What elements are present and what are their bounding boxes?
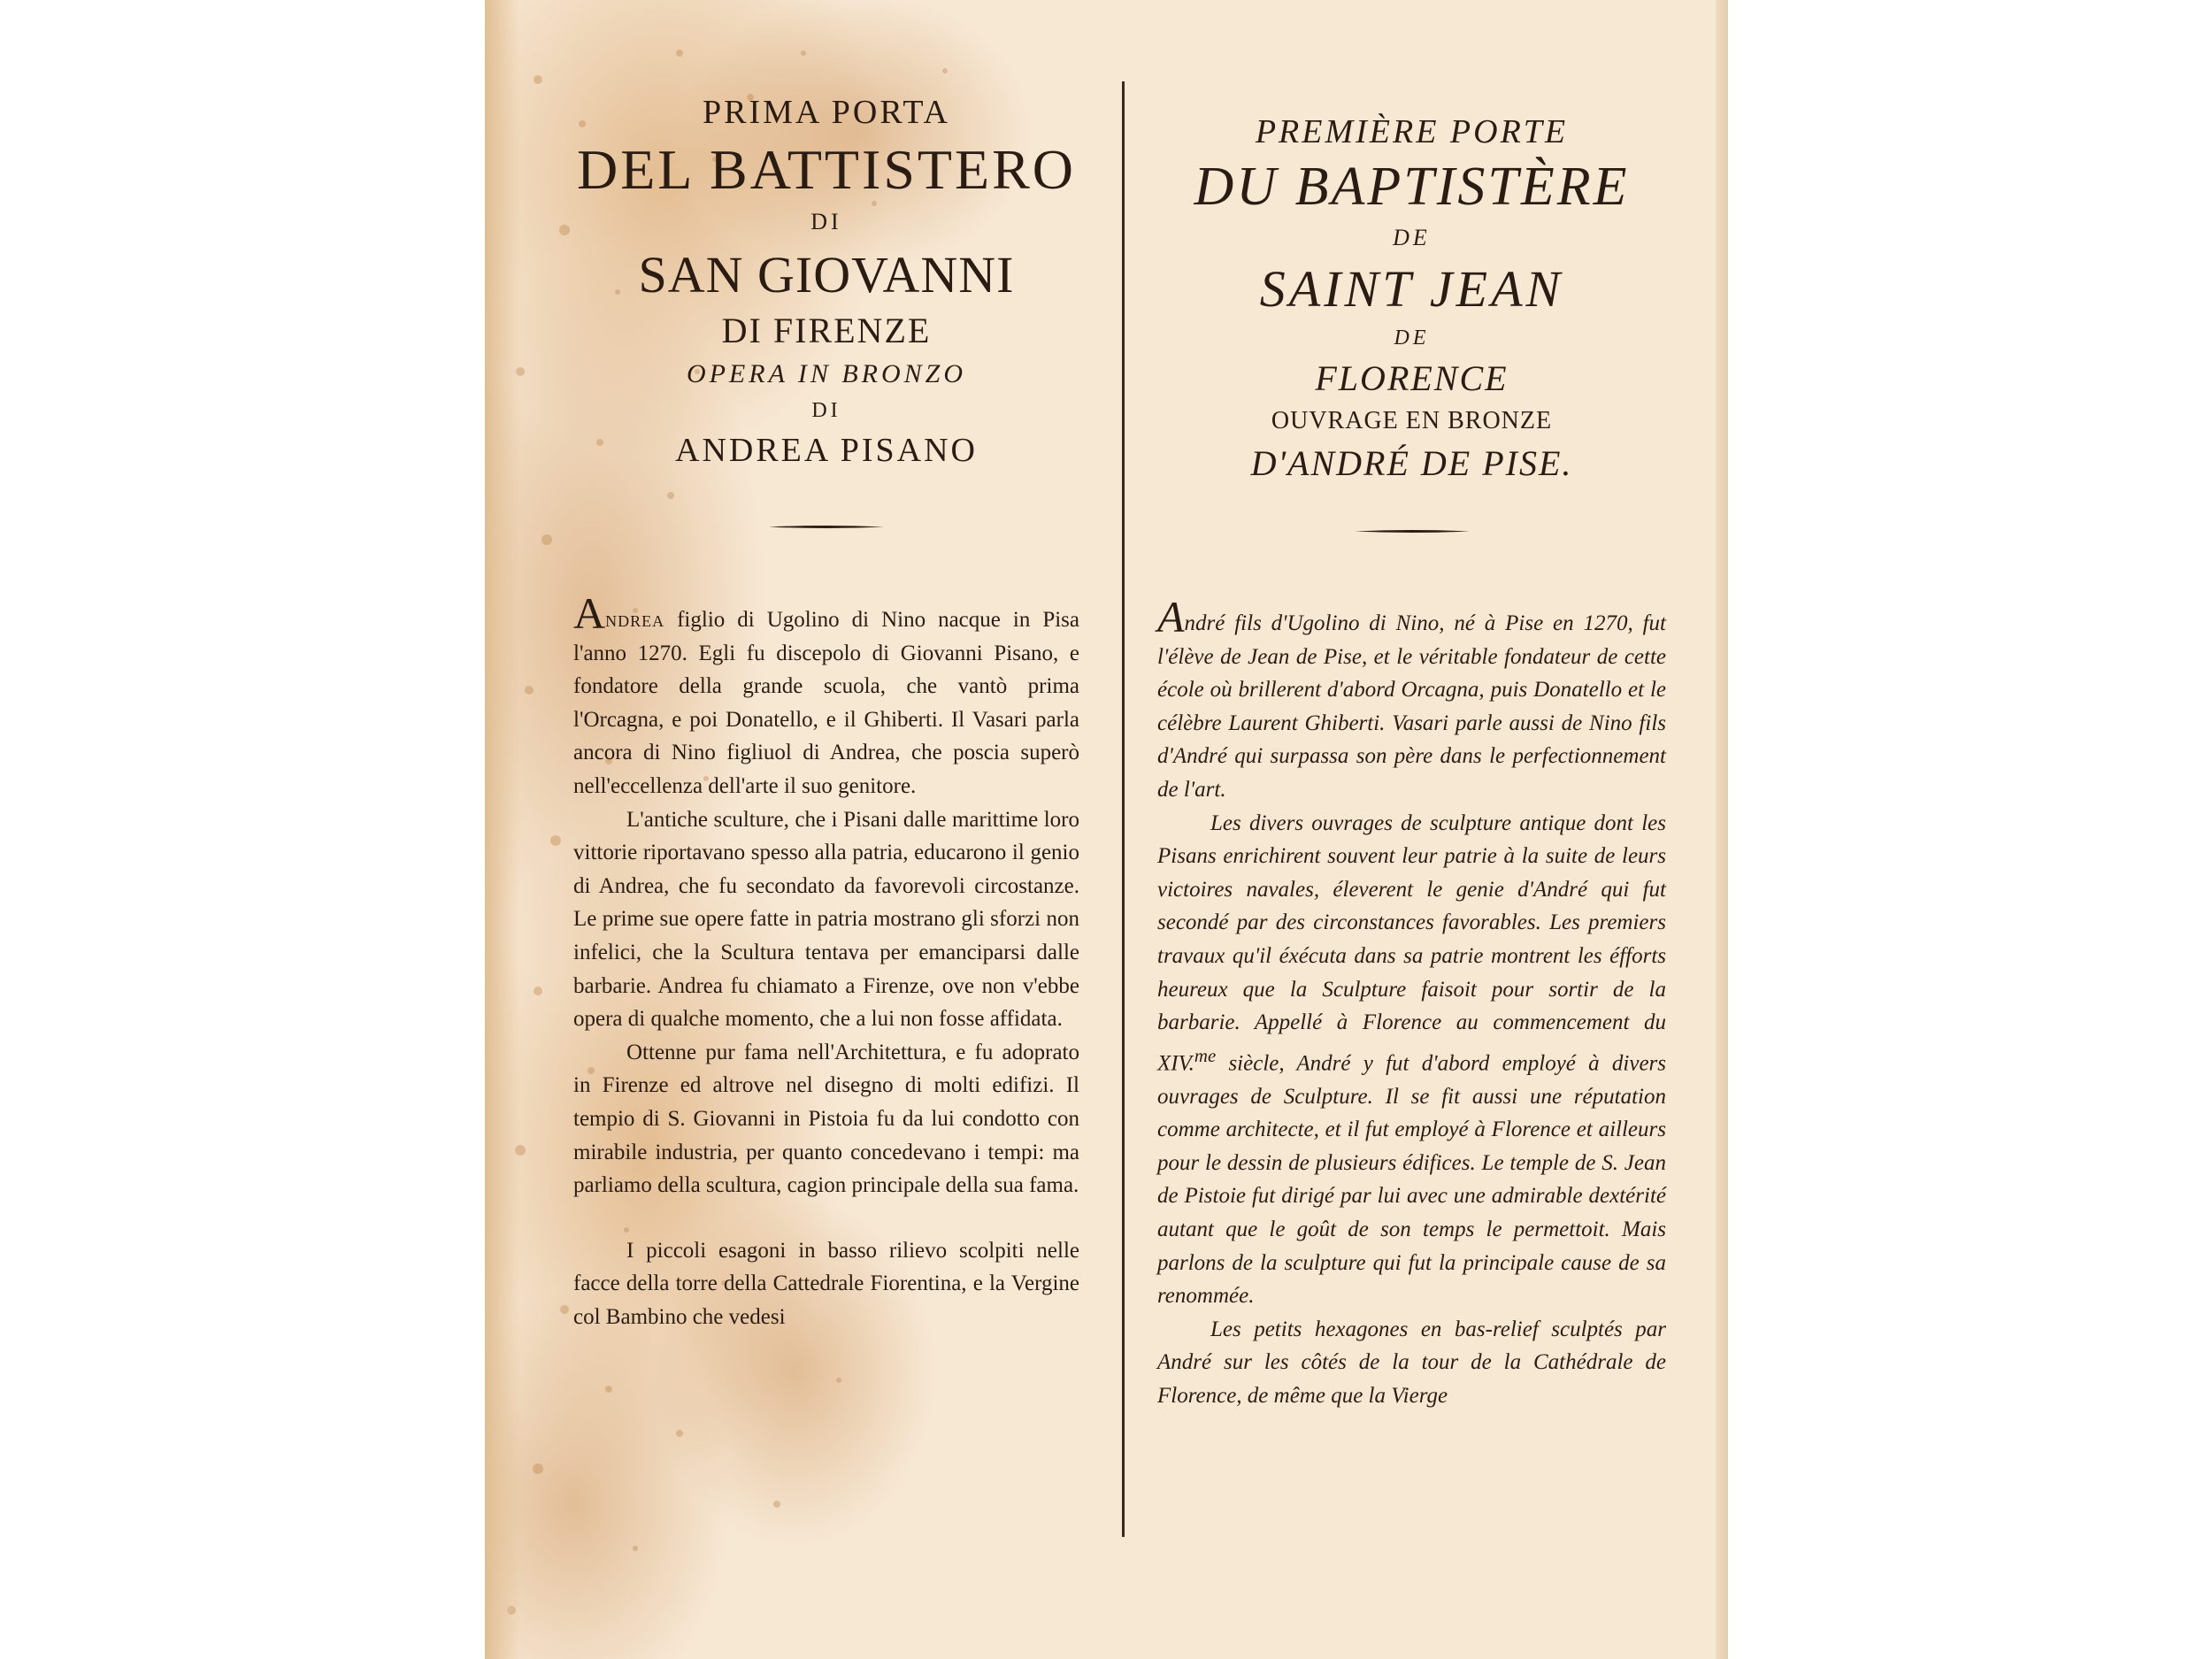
- paragraph: [573, 588, 1079, 803]
- paragraph: I piccoli esagoni in basso rilievo scolpiti nelle facce della torre della Cattedrale Fiorentina, e la Vergine col Bambino che vedesi: [573, 1238, 1079, 1329]
- paragraph: [1157, 807, 1666, 1313]
- book-page: [485, 0, 1728, 1659]
- title-line: OPERA IN BRONZO: [686, 359, 967, 388]
- paragraph: [1157, 592, 1666, 807]
- title-line: DI: [810, 209, 842, 234]
- page-gutter-shadow: [485, 0, 520, 1659]
- title-line: DI: [811, 399, 841, 422]
- title-line: SAINT JEAN: [1259, 260, 1564, 318]
- drop-cap: A: [573, 588, 606, 638]
- title-line: DEL BATTISTERO: [576, 138, 1077, 201]
- title-ornament: [1355, 529, 1470, 534]
- title-ornament: [769, 525, 884, 529]
- title-line: DE: [1393, 225, 1431, 250]
- paragraph: L'antiche sculture, che i Pisani dalle marittime loro vittorie riportavano spesso alla patria, educarono il genio di Andrea, che fu secondato da favorevoli circostanze. Le prime sue opere fatte in patria mostrano gli sforzi non infelici, che la Scultura tentava per emanciparsi dalle barbarie. Andrea fu chiamato a Firenze, ove non v'ebbe opera di qualche momento, che a lui non fosse affidata.: [573, 807, 1079, 1032]
- paragraph: Les petits hexagones en bas-relief sculptés par André sur les côtés de la tour de la Cathédrale de Florence, de même que la Vierge: [1157, 1317, 1666, 1408]
- paragraph: Ottenne pur fama nell'Architettura, e fu adoprato in Firenze ed altrove nel disegno di molti edifizi. Il tempio di S. Giovanni in Pistoia fu da lui condotto con mirabile industria, per quanto concedevano i tempi: ma parliamo della scultura, cagion principale della sua fama.: [573, 1040, 1079, 1198]
- title-line: D'ANDRÉ DE PISE.: [1250, 443, 1573, 483]
- page-edge: [1716, 0, 1728, 1659]
- title-line: SAN GIOVANNI: [638, 246, 1015, 303]
- small-caps: ndrea: [605, 608, 665, 632]
- title-line: DU BAPTISTÈRE: [1194, 157, 1630, 217]
- column-divider: [1122, 81, 1125, 1537]
- italian-column: [573, 0, 1079, 1659]
- paragraph-text: figlio di Ugolino di Nino nacque in Pisa l'anno 1270. Egli fu discepolo di Giovanni Pisano, e fondatore della grande scuola, che vantò prima l'Orcagna, e poi Donatello, e il Ghiberti. Il Vasari parla ancora di Nino figliuol di Andrea, che poscia superò nell'eccellenza dell'arte il suo genitore.: [573, 608, 1079, 798]
- paragraph-text: siècle, André y fut d'abord employé à divers ouvrages de Sculpture. Il se fit aussi une réputation comme architecte, et il fut employé à Florence et ailleurs pour le dessin de plusieurs édifices. Le temple de S. Jean de Pistoie fut dirigé par lui avec une admirable dextérité autant que le goût de son temps le permettoit. Mais parlons de la sculpture qui fut la principale cause de sa renommée.: [1157, 1051, 1666, 1309]
- title-line: PREMIÈRE PORTE: [1255, 113, 1569, 150]
- drop-cap: A: [1157, 592, 1185, 641]
- italian-title: [573, 96, 1079, 467]
- title-line: FLORENCE: [1315, 358, 1509, 398]
- title-line: PRIMA PORTA: [702, 94, 951, 131]
- title-line: OUVRAGE EN BRONZE: [1271, 407, 1553, 434]
- french-title: [1157, 115, 1666, 481]
- title-line: ANDREA PISANO: [675, 432, 978, 469]
- italian-body: [573, 588, 1079, 1333]
- french-body: [1157, 592, 1666, 1413]
- french-column: [1157, 0, 1666, 1659]
- superscript: me: [1194, 1044, 1217, 1066]
- paragraph-text: ndré fils d'Ugolino di Nino, né à Pise en 1270, fut l'élève de Jean de Pise, et le véritable fondateur de cette école où brillerent d'abord Orcagna, puis Donatello et le célèbre Laurent Ghiberti. Vasari parle aussi de Nino fils d'André qui surpassa son père dans le perfectionnement de l'art.: [1157, 611, 1666, 802]
- paragraph-text: Les divers ouvrages de sculpture antique dont les Pisans enrichirent souvent leur patrie à la suite de leurs victoires navales, éleverent le genie d'André qui fut secondé par des circonstances favorables. Les premiers travaux qu'il éxécuta dans sa patrie montrent les éfforts heureux que la Sculpture faisoit pour sortir de la barbarie. Appellé à Florence au commencement du XIV.: [1157, 810, 1666, 1076]
- title-line: DE: [1394, 326, 1430, 349]
- title-line: DI FIRENZE: [721, 311, 932, 350]
